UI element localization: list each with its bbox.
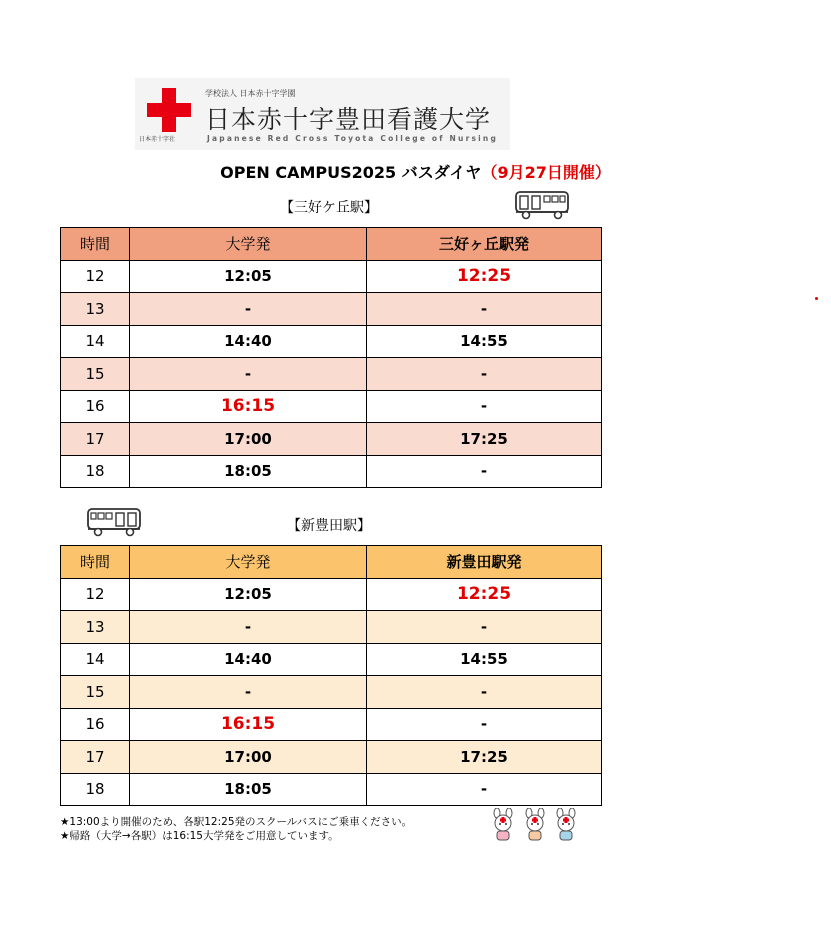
header-hour: 時間 xyxy=(61,546,130,579)
table-row xyxy=(61,578,602,611)
station-departure-cell: - xyxy=(367,676,602,709)
station-departure-cell: 17:25 xyxy=(367,423,602,456)
station-departure-cell: 14:55 xyxy=(367,325,602,358)
university-departure-cell: - xyxy=(130,293,367,326)
logo-org: 学校法人 日本赤十字学園 xyxy=(205,89,296,98)
station-departure-cell: 12:25 xyxy=(367,260,602,293)
station-departure-cell: 17:25 xyxy=(367,741,602,774)
header-from-university: 大学発 xyxy=(130,546,367,579)
university-departure-cell: - xyxy=(130,358,367,391)
mascot-icon xyxy=(522,808,548,842)
university-departure-cell: 17:00 xyxy=(130,741,367,774)
header-from-university: 大学発 xyxy=(130,228,367,261)
table-row xyxy=(61,708,602,741)
university-departure-cell: 18:05 xyxy=(130,455,367,488)
bus-icon xyxy=(514,190,570,220)
table-row xyxy=(61,325,602,358)
logo-name-en: Japanese Red Cross Toyota College of Nursing xyxy=(207,134,499,143)
red-cross-icon xyxy=(147,88,191,132)
hour-cell: 13 xyxy=(61,293,130,326)
hour-cell: 15 xyxy=(61,676,130,709)
title-date: （9月27日開催） xyxy=(481,163,611,182)
header-from-station: 新豊田駅発 xyxy=(367,546,602,579)
section-label-miyoshigaoka: 【三好ケ丘駅】 xyxy=(280,200,378,216)
college-logo xyxy=(135,78,510,150)
hour-cell: 18 xyxy=(61,455,130,488)
university-departure-cell: 12:05 xyxy=(130,578,367,611)
table-row xyxy=(61,423,602,456)
university-departure-cell: - xyxy=(130,611,367,644)
hour-cell: 16 xyxy=(61,390,130,423)
header-hour: 時間 xyxy=(61,228,130,261)
table-row xyxy=(61,676,602,709)
table-row xyxy=(61,293,602,326)
page-title xyxy=(0,160,831,183)
table-row xyxy=(61,260,602,293)
university-departure-cell: 16:15 xyxy=(130,708,367,741)
table-header-row xyxy=(61,228,602,261)
hour-cell: 17 xyxy=(61,741,130,774)
table-row xyxy=(61,455,602,488)
hour-cell: 15 xyxy=(61,358,130,391)
timetable-shintoyota xyxy=(60,545,602,806)
table-row xyxy=(61,390,602,423)
station-departure-cell: - xyxy=(367,358,602,391)
station-departure-cell: - xyxy=(367,293,602,326)
table-row xyxy=(61,358,602,391)
station-departure-cell: - xyxy=(367,390,602,423)
table-row xyxy=(61,773,602,806)
university-departure-cell: 12:05 xyxy=(130,260,367,293)
note-line-2: ★帰路（大学→各駅）は16:15大学発をご用意しています。 xyxy=(60,830,339,842)
hour-cell: 18 xyxy=(61,773,130,806)
station-departure-cell: - xyxy=(367,455,602,488)
university-departure-cell: 16:15 xyxy=(130,390,367,423)
station-departure-cell: 14:55 xyxy=(367,643,602,676)
section-label-shintoyota: 【新豊田駅】 xyxy=(287,518,371,534)
mascot-icon xyxy=(490,808,516,842)
logo-name-ja: 日本赤十字豊田看護大学 xyxy=(205,105,492,134)
hour-cell: 13 xyxy=(61,611,130,644)
university-departure-cell: 17:00 xyxy=(130,423,367,456)
university-departure-cell: 18:05 xyxy=(130,773,367,806)
university-departure-cell: 14:40 xyxy=(130,643,367,676)
mascot-icon xyxy=(553,808,579,842)
table-row xyxy=(61,643,602,676)
table-row xyxy=(61,741,602,774)
university-departure-cell: 14:40 xyxy=(130,325,367,358)
table-row xyxy=(61,611,602,644)
note-line-1: ★13:00より開催のため、各駅12:25発のスクールバスにご乗車ください。 xyxy=(60,816,413,828)
hour-cell: 16 xyxy=(61,708,130,741)
hour-cell: 17 xyxy=(61,423,130,456)
station-departure-cell: - xyxy=(367,773,602,806)
bus-icon xyxy=(86,507,142,537)
hour-cell: 12 xyxy=(61,260,130,293)
station-departure-cell: 12:25 xyxy=(367,578,602,611)
hour-cell: 12 xyxy=(61,578,130,611)
hour-cell: 14 xyxy=(61,643,130,676)
timetable-miyoshigaoka xyxy=(60,227,602,488)
station-departure-cell: - xyxy=(367,708,602,741)
cross-label: 日本赤十字社 xyxy=(139,136,176,143)
station-departure-cell: - xyxy=(367,611,602,644)
header-from-station: 三好ヶ丘駅発 xyxy=(367,228,602,261)
table-header-row xyxy=(61,546,602,579)
red-dot xyxy=(815,297,818,300)
title-main: OPEN CAMPUS2025 バスダイヤ xyxy=(220,163,482,182)
hour-cell: 14 xyxy=(61,325,130,358)
university-departure-cell: - xyxy=(130,676,367,709)
